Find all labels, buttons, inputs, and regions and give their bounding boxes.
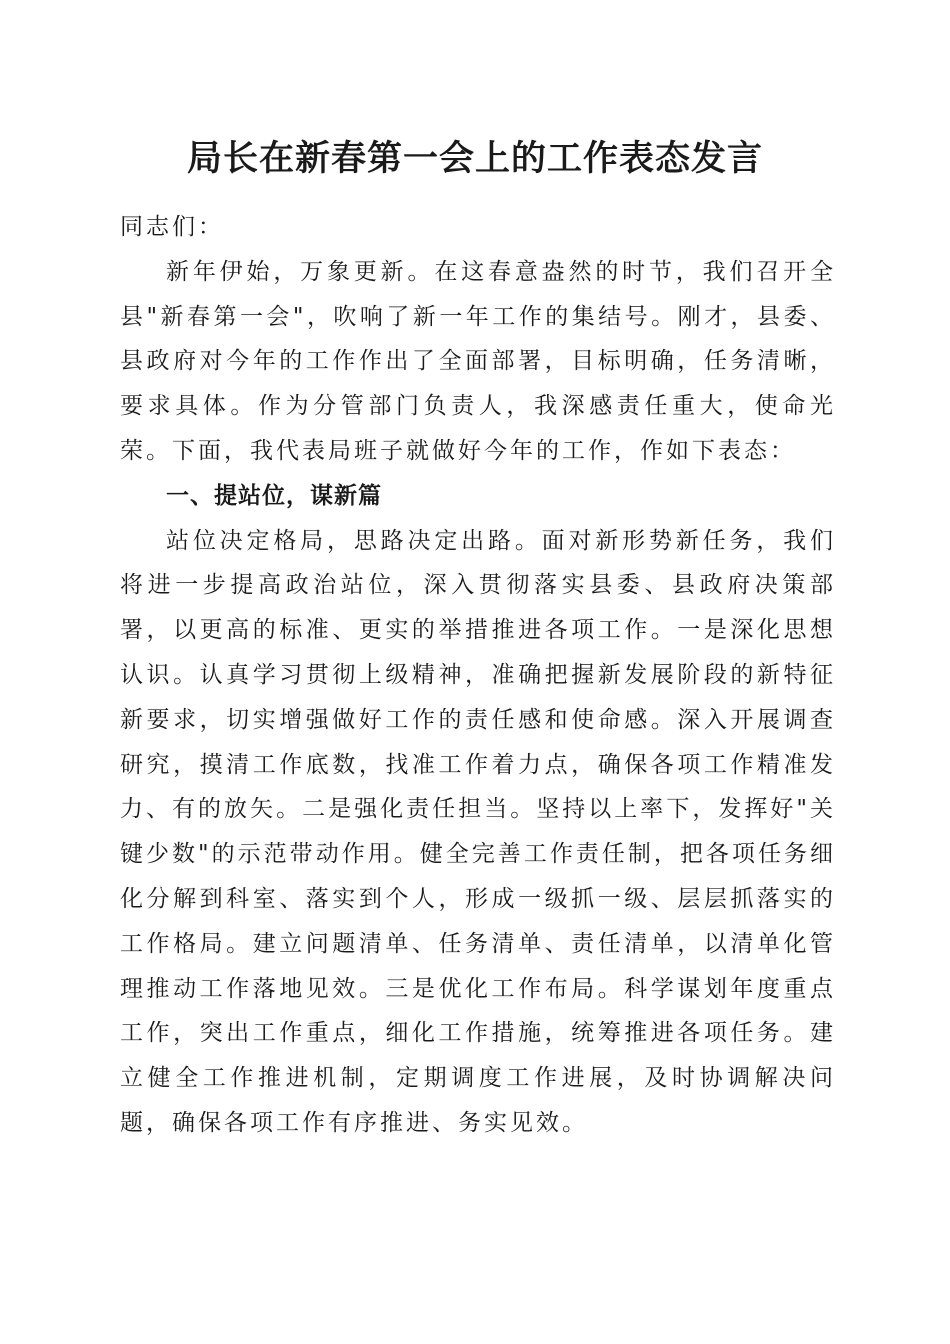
section-1-paragraph: 站位决定格局，思路决定出路。面对新形势新任务，我们将进一步提高政治站位，深入贯彻落实县委、县政府决策部署，以更高的标准、更实的举措推进各项工作。一是深化思想认识。认真学习贯彻上级精神，准确把握新发展阶段的新特征新要求，切实增强做好工作的责任感和使命感。深入开展调查研究，摸清工作底数，找准工作着力点，确保各项工作精准发力、有的放矢。二是强化责任担当。坚持以上率下，发挥好"关键少数"的示范带动作用。健全完善工作责任制，把各项任务细化分解到科室、落实到个人，形成一级抓一级、层层抓落实的工作格局。建立问题清单、任务清单、责任清单，以清单化管理推动工作落地见效。三是优化工作布局。科学谋划年度重点工作，突出工作重点，细化工作措施，统筹推进各项任务。建立健全工作推进机制，定期调度工作进展，及时协调解决问题，确保各项工作有序推进、务实见效。 bbox=[120, 527, 836, 1136]
document-body bbox=[120, 205, 836, 1146]
section-heading-1: 一、提站位，谋新篇 bbox=[166, 482, 382, 509]
intro-paragraph: 新年伊始，万象更新。在这春意盎然的时节，我们召开全县"新春第一会"，吹响了新一年工作的集结号。刚才，县委、县政府对今年的工作作出了全面部署，目标明确，任务清晰，要求具体。作为分管部门负责人，我深感责任重大，使命光荣。下面，我代表局班子就做好今年的工作，作如下表态： bbox=[120, 258, 836, 464]
salutation: 同志们： bbox=[120, 214, 224, 240]
document-title: 局长在新春第一会上的工作表态发言 bbox=[186, 138, 763, 179]
